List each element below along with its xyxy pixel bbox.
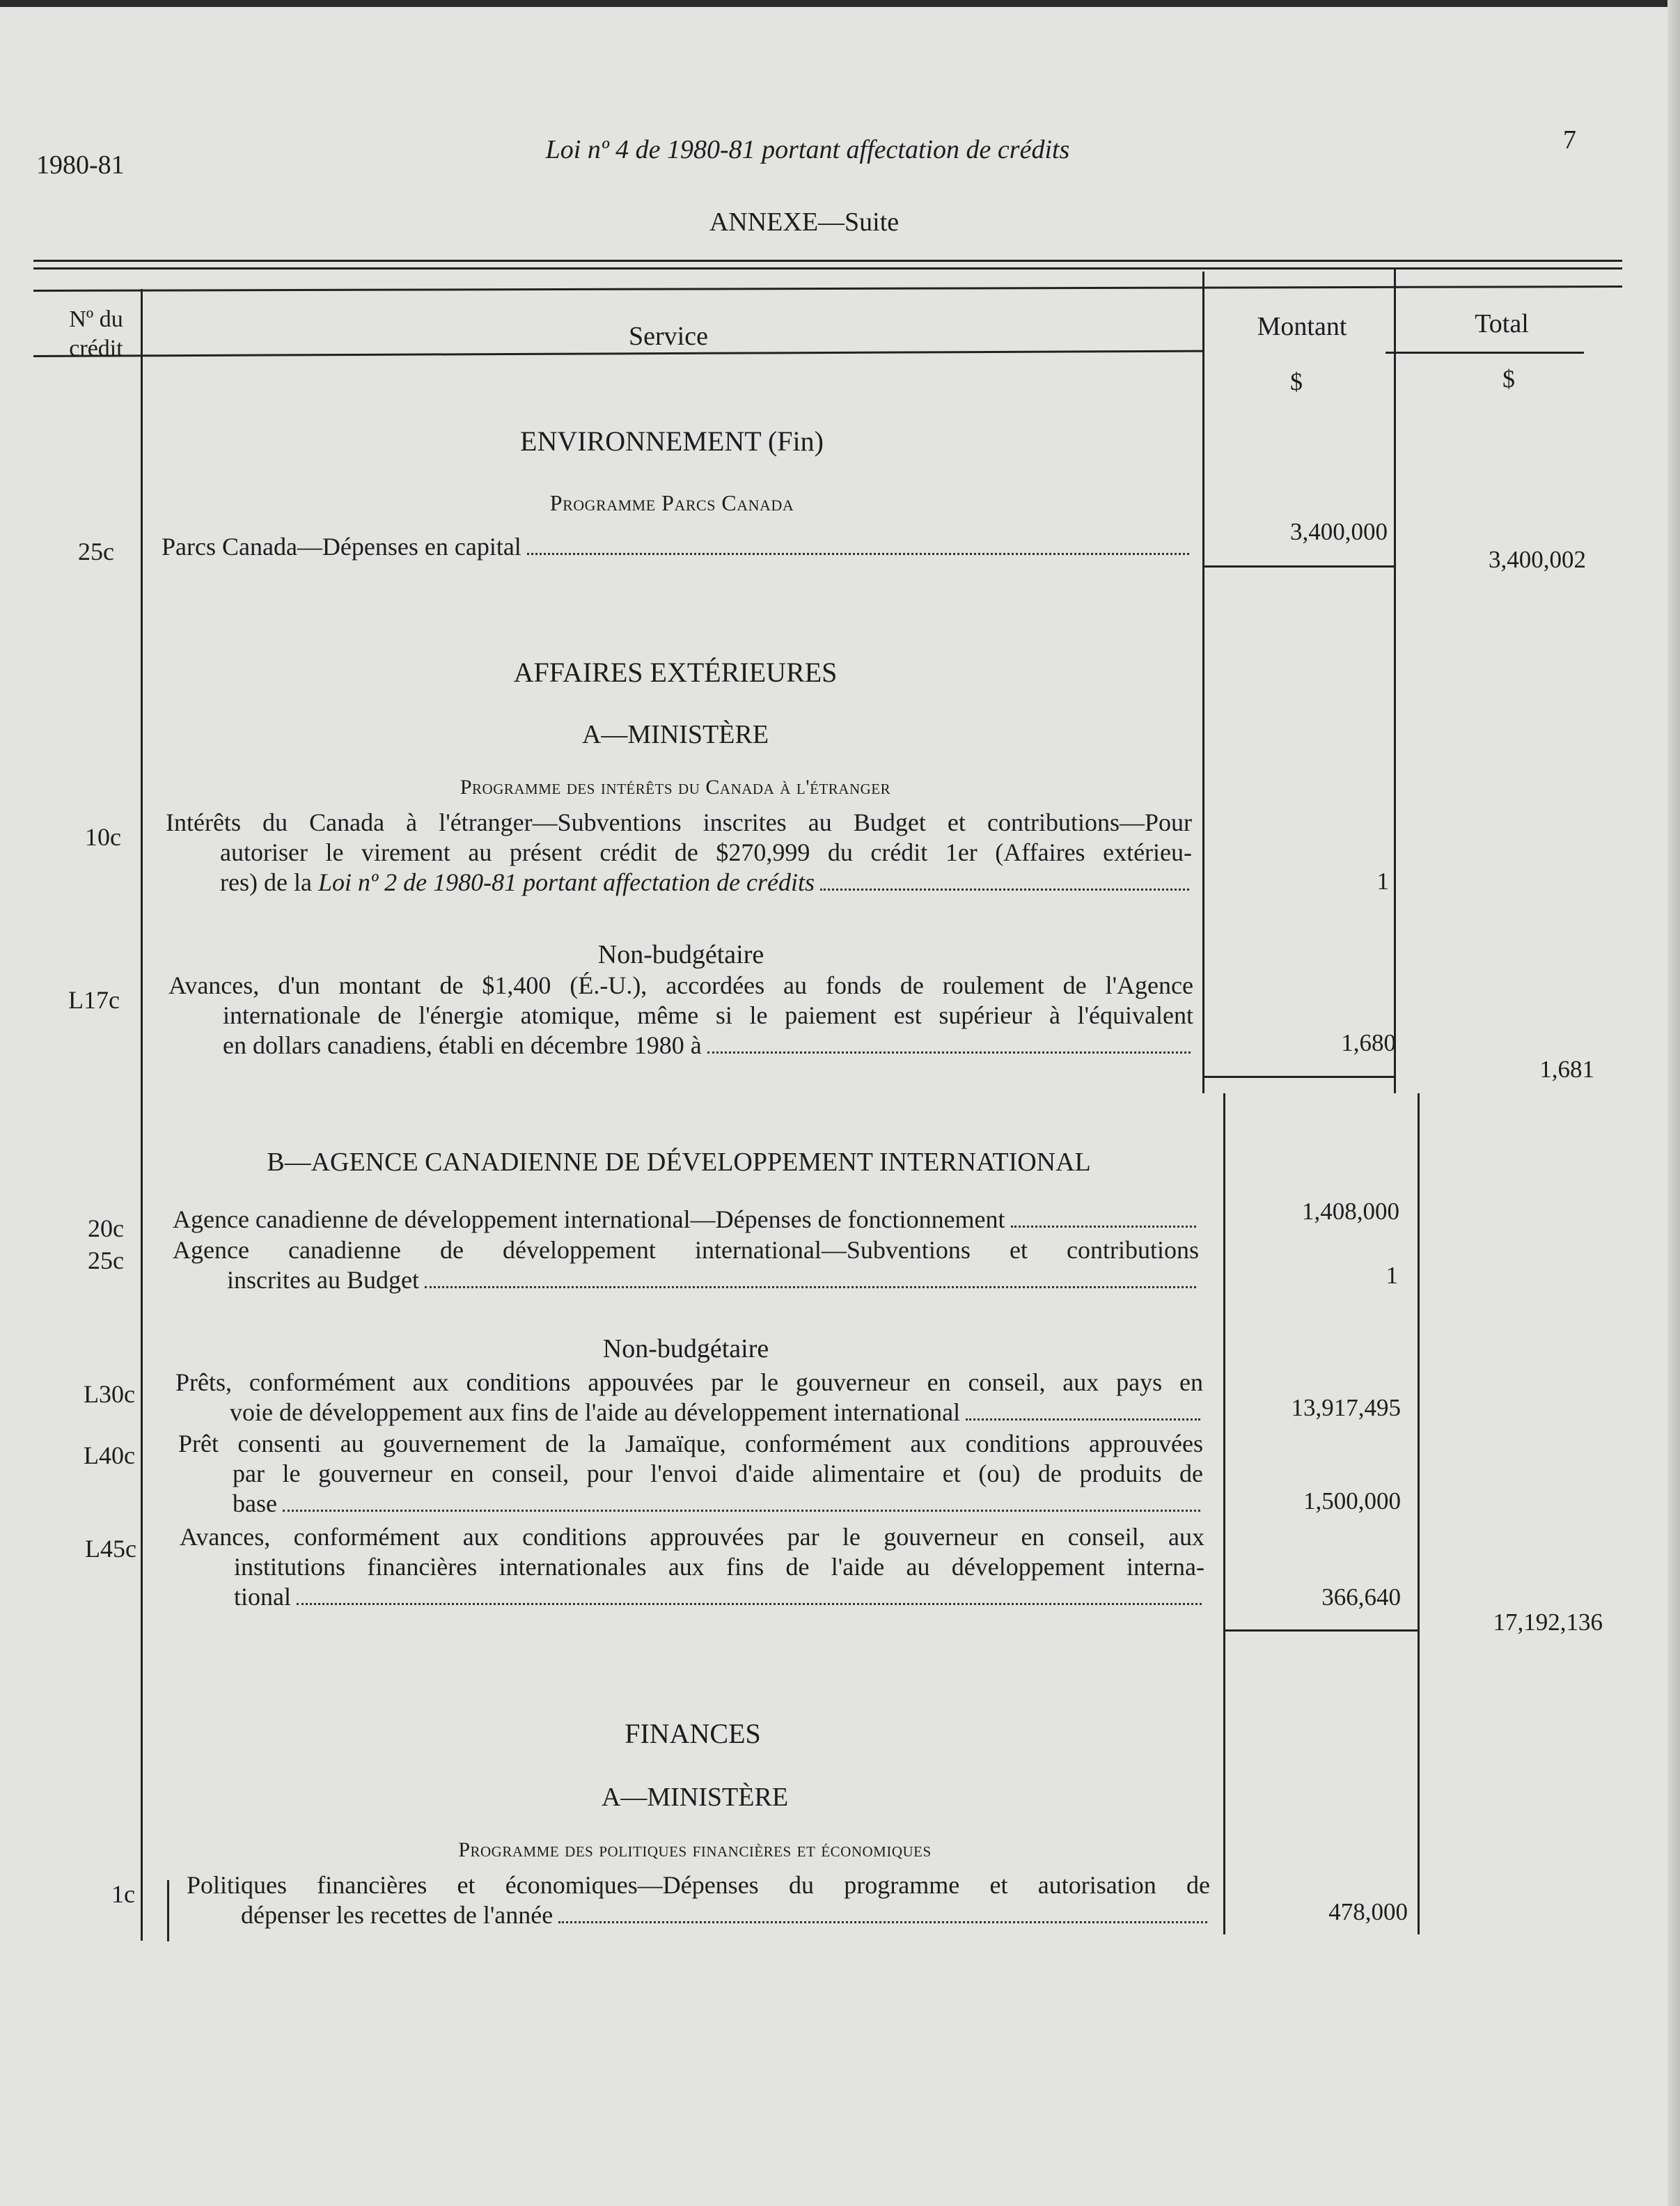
section-heading-external-affairs: AFFAIRES EXTÉRIEURES — [513, 657, 838, 688]
section-heading-environment: ENVIRONNEMENT (Fin) — [520, 425, 824, 457]
amount-iaea-advances: 1,680 — [1341, 1029, 1396, 1056]
annex-title: ANNEXE—Suite — [709, 208, 900, 237]
service-parks-capital: Parcs Canada—Dépenses en capital — [162, 532, 1192, 562]
amount-unit: $ — [1290, 368, 1303, 396]
program-heading-fiscal-policy: Programme des politiques financières et économiques — [458, 1838, 932, 1861]
service-iaea-advances: Avances, d'un montant de $1,400 (É.-U.), accordées au fonds de roulement de l'Agence internationale de l'énergie atomique, même si le paiement est supérieur à l'équivalent en dollars canadiens, établi en décembre 1980 à — [168, 971, 1193, 1059]
subtotal-rule-ext-a — [1204, 1076, 1395, 1078]
amount-parks-capital: 3,400,000 — [1290, 518, 1388, 545]
service-ifi-advances: Avances, conformément aux conditions approuvées par le gouverneur en conseil, aux institutions financières internationales aux fins de l'aide au développement interna- tional — [180, 1523, 1204, 1611]
vote-number-L30c: L30c — [84, 1380, 135, 1408]
service-column-rule-lower — [1223, 1093, 1225, 1934]
vote-number-L45c: L45c — [85, 1535, 136, 1563]
service-cida-grants: Agence canadienne de développement international—Subventions et contributions inscrites au Budget — [173, 1236, 1199, 1294]
service-fiscal-policy: Politiques financières et économiques—Dépenses du programme et autorisation de dépenser les recettes de l'année — [187, 1871, 1210, 1929]
vote-number-10c: 10c — [85, 823, 121, 851]
amount-column-rule-upper — [1394, 268, 1396, 1093]
amount-developing-country-loans: 13,917,495 — [1291, 1394, 1401, 1421]
service-column-header: Service — [629, 322, 708, 351]
header-bottom-rule-total — [1385, 352, 1584, 354]
amount-cida-operating: 1,408,000 — [1302, 1198, 1399, 1225]
vote-column-header: Nº du crédit — [69, 306, 123, 361]
scan-top-edge — [0, 0, 1680, 7]
total-department-external: 1,681 — [1539, 1056, 1594, 1083]
total-column-header: Total — [1475, 309, 1529, 338]
service-cida-operating: Agence canadienne de développement international—Dépenses de fonctionnement — [173, 1205, 1199, 1235]
program-heading-parks: Programme Parcs Canada — [549, 490, 794, 515]
top-rule-1 — [33, 260, 1622, 262]
page-number: 7 — [1563, 125, 1576, 155]
vote-number-20c: 20c — [88, 1214, 124, 1242]
subtotal-rule-env — [1204, 565, 1395, 568]
amount-cida-grants: 1 — [1385, 1262, 1398, 1289]
amount-jamaica-loan: 1,500,000 — [1303, 1487, 1401, 1515]
header-bottom-rule — [33, 350, 1203, 357]
header-year: 1980-81 — [36, 150, 125, 180]
amount-fiscal-policy: 478,000 — [1328, 1898, 1408, 1925]
top-rule-2 — [33, 267, 1622, 269]
amount-ifi-advances: 366,640 — [1321, 1583, 1401, 1611]
vote-column-rule — [141, 289, 143, 1941]
non-budgetary-heading-b: Non-budgétaire — [602, 1334, 769, 1363]
vote-number-L40c: L40c — [84, 1441, 135, 1469]
total-cida: 17,192,136 — [1493, 1609, 1603, 1636]
subtotal-rule-ext-b — [1225, 1629, 1418, 1632]
service-column-rule-upper — [1202, 272, 1204, 1093]
section-heading-finance: FINANCES — [625, 1718, 761, 1749]
subheading-cida: B—AGENCE CANADIENNE DE DÉVELOPPEMENT INTERNATIONAL — [267, 1148, 1091, 1177]
vote-number-25c-env: 25c — [78, 538, 114, 565]
non-budgetary-heading-a: Non-budgétaire — [597, 940, 764, 969]
vote-column-rule-finance — [167, 1880, 169, 1941]
amount-column-rule-lower — [1418, 1093, 1420, 1934]
scan-right-edge — [1667, 0, 1680, 2206]
header-title: Loi nº 4 de 1980-81 portant affectation de crédits — [545, 135, 1070, 164]
vote-number-25c-cida: 25c — [88, 1246, 124, 1274]
header-top-rule — [33, 285, 1622, 292]
service-developing-country-loans: Prêts, conformément aux conditions appouvées par le gouverneur en conseil, aux pays en voie de développement aux fins de l'aide au développement international — [175, 1368, 1203, 1426]
total-environment: 3,400,002 — [1489, 546, 1586, 573]
subheading-department: A—MINISTÈRE — [581, 720, 769, 749]
service-jamaica-loan: Prêt consenti au gouvernement de la Jamaïque, conformément aux conditions approuvées par le gouverneur en conseil, pour l'envoi d'aide alimentaire et (ou) de produits de base — [178, 1430, 1203, 1517]
total-unit: $ — [1502, 365, 1515, 393]
service-canadian-interests-grants: Intérêts du Canada à l'étranger—Subventions inscrites au Budget et contributions—Pour autoriser le virement au présent crédit de $270,999 du crédit 1er (Affaires extérieu- res) de la Loi nº 2 de 1980-81 portant affectation de crédits — [166, 808, 1192, 896]
amount-canadian-interests: 1 — [1376, 868, 1389, 895]
program-heading-canadian-interests: Programme des intérêts du Canada à l'étranger — [460, 776, 891, 799]
amount-column-header: Montant — [1257, 312, 1347, 341]
vote-number-L17c: L17c — [68, 986, 120, 1014]
subheading-finance-department: A—MINISTÈRE — [601, 1783, 789, 1812]
vote-number-1c: 1c — [111, 1880, 135, 1908]
